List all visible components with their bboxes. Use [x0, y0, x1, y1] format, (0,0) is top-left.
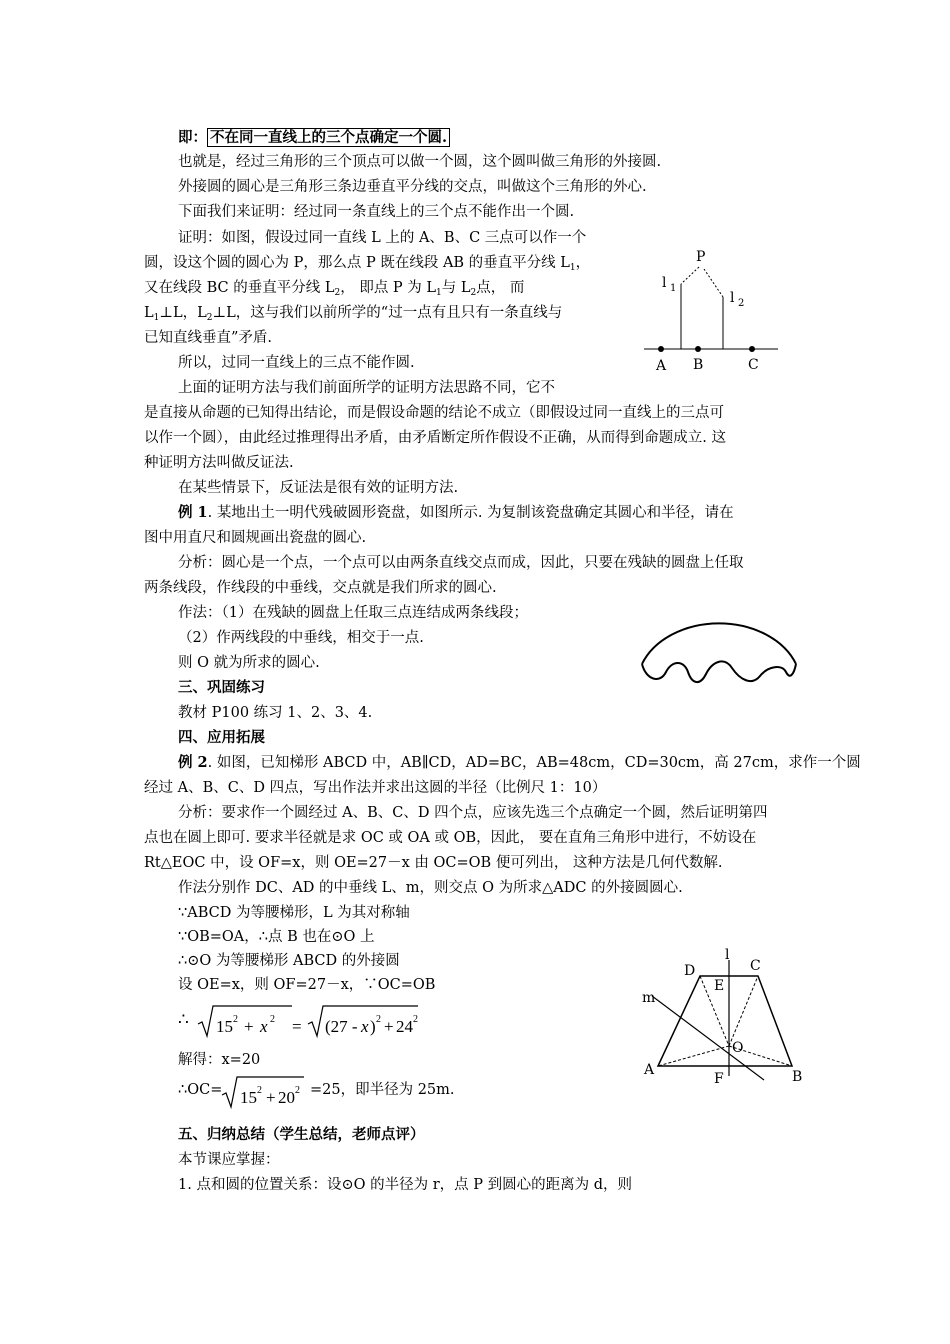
example1-line: 两条线段，作线段的中垂线，交点就是我们所求的圆心.: [144, 580, 497, 596]
proof-line: 所以，过同一直线上的三点不能作圆.: [178, 355, 415, 371]
example2-line: [178, 753, 861, 773]
label-a: A: [644, 1062, 655, 1078]
method-line: 上面的证明方法与我们前面所学的证明方法思路不同，它不: [178, 380, 555, 396]
collinear-points-figure: [636, 242, 786, 377]
example1-line: （2）作两线段的中垂线，相交于一点.: [178, 630, 424, 646]
proof-text: 圆，设这个圆的圆心为 P，那么点 P 既在线段 AB 的垂直平分线 L: [144, 255, 570, 271]
eq-exp: 2: [413, 1014, 418, 1025]
label-l1-sub: 1: [670, 283, 677, 294]
eq-exp: 2: [295, 1085, 300, 1096]
label-a: A: [656, 358, 667, 374]
label-m: m: [642, 990, 656, 1006]
proof-line: 圆，设这个圆的圆心为 P，那么点 P 既在线段 AB 的垂直平分线 $L_1$，: [144, 255, 591, 273]
svg-text:=: =: [292, 1017, 302, 1036]
summary-line: 1. 点和圆的位置关系：设⊙O 的半径为 r，点 P 到圆心的距离为 d，则: [178, 1177, 632, 1193]
label-b: B: [693, 357, 704, 373]
proof-line: $L_1\perp L$，$L_2\perp L$，这与我们以前所学的“过一点有且只有一条直线与: [144, 305, 563, 323]
example1-line: 分析：圆心是一个点，一个点可以由两条直线交点而成，因此，只要在残缺的圆盘上任取: [178, 555, 744, 571]
proof-line: 证明：如图，假设过同一直线 L 上的 A、B、C 三点可以作一个: [178, 230, 587, 246]
eq-exp: 2: [270, 1014, 275, 1025]
theorem-label: 即：: [178, 129, 207, 146]
method-line: 在某些情景下，反证法是很有效的证明方法.: [178, 480, 459, 496]
example1-text: . 某地出土一明代残破圆形瓷盘，如图所示. 为复制该瓷盘确定其圆心和半径，请在: [207, 505, 734, 521]
trapezoid-figure: [636, 944, 812, 1094]
example2-line: 作法分别作 DC、AD 的中垂线 L、m，则交点 O 为所求△ADC 的外接圆圆心.: [178, 880, 683, 896]
label-c: C: [750, 958, 761, 974]
paragraph-line: 外接圆的圆心是三角形三条边垂直平分线的交点，叫做这个三角形的外心.: [178, 179, 647, 195]
eq-24: 24: [396, 1017, 413, 1036]
summary-line: 本节课应掌握：: [178, 1152, 280, 1168]
therefore-symbol: ∴: [178, 1010, 189, 1030]
broken-plate-figure: [636, 612, 806, 692]
label-b: B: [792, 1069, 803, 1085]
method-line: 种证明方法叫做反证法.: [144, 455, 294, 471]
example2-line: ∴⊙O 为等腰梯形 ABCD 的外接圆: [178, 953, 400, 969]
oc-result: =25，即半径为 25m.: [310, 1082, 455, 1098]
eq-exp: 2: [376, 1014, 381, 1025]
proof-text: ⊥L，L: [159, 305, 207, 321]
eq-15: 15: [216, 1017, 233, 1036]
section-title: 五、归纳总结（学生总结，老师点评）: [178, 1126, 425, 1143]
example2-line: 设 OE=x，则 OF=27－x，∵OC=OB: [178, 977, 436, 993]
example2-line: 经过 A、B、C、D 四点，写出作法并求出这圆的半径（比例尺 1：10）: [144, 780, 607, 796]
equation-2: [220, 1071, 310, 1111]
section-title: 三、巩固练习: [178, 679, 265, 696]
example2-line: ∵ABCD 为等腰梯形，L 为其对称轴: [178, 905, 410, 921]
proof-text: 点， 而: [476, 280, 525, 296]
eq-x: x: [260, 1017, 268, 1036]
svg-text:+: +: [244, 1017, 254, 1036]
example2-text: . 如图，已知梯形 ABCD 中，AB∥CD，AD=BC，AB=48cm，CD=30cm，高 27cm，求作一个圆: [207, 755, 861, 771]
proof-text: ， 即点 P 为 L: [340, 280, 437, 296]
example1-line: [178, 503, 734, 523]
method-line: 以作一个圆），由此经过推理得出矛盾，由矛盾断定所作假设不正确，从而得到命题成立. 这: [144, 430, 726, 446]
example2-line: 分析：要求作一个圆经过 A、B、C、D 四个点，应该先选三个点确定一个圆，然后证明第四: [178, 805, 768, 821]
section-title: 四、应用拓展: [178, 729, 265, 746]
label-e: E: [714, 978, 725, 994]
proof-line: 已知直线垂直”矛盾.: [144, 330, 273, 346]
eq-15: 15: [240, 1088, 257, 1107]
theorem-text: 不在同一直线上的三个点确定一个圆.: [207, 128, 450, 147]
proof-text: L: [144, 305, 154, 321]
svg-text:+: +: [384, 1017, 394, 1036]
exercise-line: 教材 P100 练习 1、2、3、4.: [178, 705, 373, 721]
eq-exp: 2: [233, 1014, 238, 1025]
label-l: l: [725, 947, 730, 963]
paragraph-line: 也就是，经过三角形的三个顶点可以做一个圆，这个圆叫做三角形的外接圆.: [178, 154, 662, 170]
label-l2: l: [730, 290, 735, 306]
oc-label: ∴OC=: [178, 1082, 223, 1098]
label-d: D: [684, 963, 696, 979]
example2-label: 例 2: [178, 754, 208, 771]
svg-text:+: +: [266, 1088, 276, 1107]
label-f: F: [714, 1071, 724, 1087]
example2-line: ∵OB=OA，∴点 B 也在⊙O 上: [178, 929, 375, 945]
example1-line: 图中用直尺和圆规画出瓷盘的圆心.: [144, 530, 367, 546]
proof-text: 又在线段 BC 的垂直平分线 L: [144, 280, 335, 296]
label-l1: l: [662, 275, 667, 291]
svg-text:): ): [370, 1017, 376, 1036]
example1-line: 作法：（1）在残缺的圆盘上任取三点连结成两条线段；: [178, 605, 528, 621]
example2-line: 点也在圆上即可. 要求半径就是求 OC 或 OA 或 OB，因此， 要在直角三角形中进行，不妨设在: [144, 830, 757, 846]
eq-exp: 2: [257, 1085, 262, 1096]
eq-20: 20: [278, 1088, 295, 1107]
paragraph-line: 下面我们来证明：经过同一条直线上的三个点不能作出一个圆.: [178, 204, 575, 220]
eq-27: (27 -: [325, 1017, 358, 1036]
label-c: C: [748, 357, 759, 373]
equation-1: [196, 1000, 426, 1042]
example2-line: Rt△EOC 中，设 OF=x，则 OE=27－x 由 OC=OB 便可列出， 这种方法是几何代数解.: [144, 855, 723, 871]
example1-line: 则 O 就为所求的圆心.: [178, 655, 320, 671]
proof-text: 与 L: [441, 280, 471, 296]
method-line: 是直接从命题的已知得出结论，而是假设命题的结论不成立（即假设过同一直线上的三点可: [144, 405, 724, 421]
proof-line: 又在线段 BC 的垂直平分线 $L_2$， 即点 P 为 $L_1$与 $L_2$点， 而: [144, 280, 525, 298]
solution-line: 解得：x=20: [178, 1052, 261, 1068]
eq-x: x: [361, 1017, 369, 1036]
label-o: O: [732, 1040, 744, 1056]
proof-text: ⊥L，这与我们以前所学的“过一点有且只有一条直线与: [212, 305, 563, 321]
theorem-line: [178, 128, 450, 148]
label-l2-sub: 2: [738, 298, 745, 309]
label-p: P: [696, 249, 706, 265]
example1-label: 例 1: [178, 504, 208, 521]
